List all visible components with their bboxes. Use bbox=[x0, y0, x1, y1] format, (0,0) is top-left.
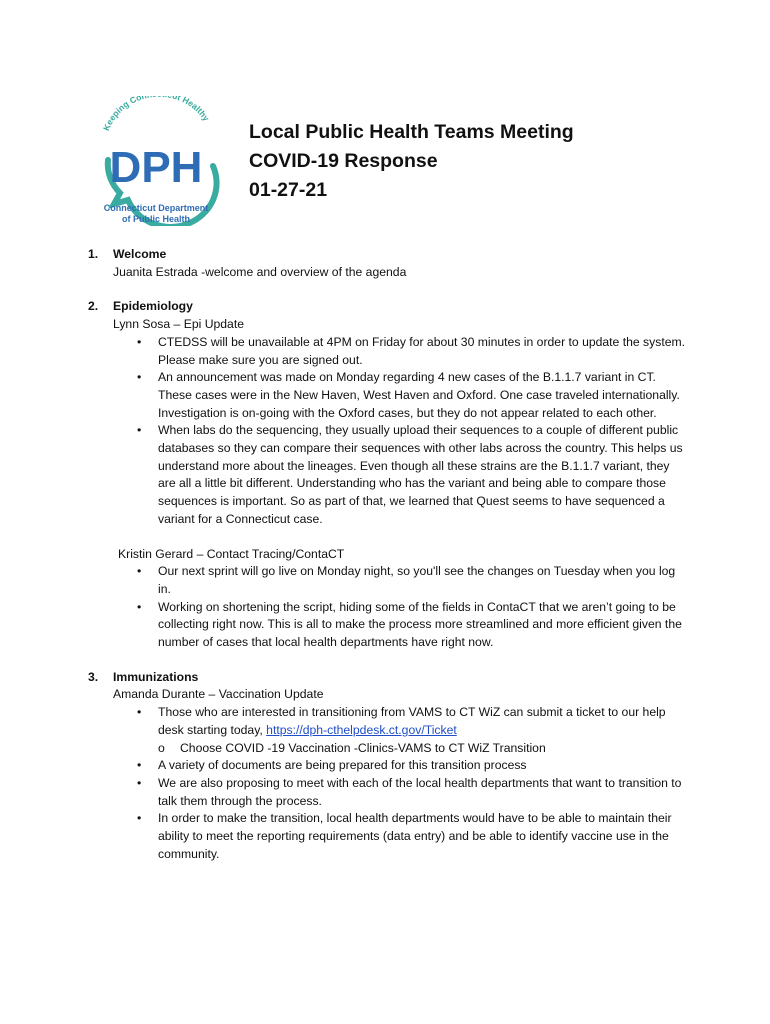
list-item: • In order to make the transition, local health departments would have to be able to maintain their ability to meet the reporting requirements (data entry) and be able to identify vaccine use in the community. bbox=[137, 811, 672, 861]
logo-org-line1: Connecticut Department bbox=[103, 203, 209, 213]
hollow-bullet-icon: o bbox=[158, 740, 165, 755]
meeting-date: 01-27-21 bbox=[249, 179, 328, 201]
bullet-icon: • bbox=[137, 811, 142, 826]
section-contact-tracing bbox=[88, 546, 688, 652]
list-item: • We are also proposing to meet with each of the local health departments that want to transition to talk them through the process. bbox=[137, 775, 682, 808]
list-item: • CTEDSS will be unavailable at 4PM on Friday for about 30 minutes in order to update the system. Please make sure you are signed out. bbox=[137, 334, 686, 367]
list-item: • An announcement was made on Monday regarding 4 new cases of the B.1.1.7 variant in CT. These cases were in the New Haven, West Haven and Oxford. One case traveled internationally. Investigation is on-going with the Oxford cases, but they do not appear related to each other. bbox=[137, 370, 680, 420]
list-item: • When labs do the sequencing, they usually upload their sequences to a couple of different public databases so they can compare their sequences with other labs across the country. This helps us understand more about the lineages. Even though all these strains are the B.1.1.7 variant, they are all a little bit different. Understanding who has the variant and being able to compare those sequences is important. So as part of that, we learned that Quest seems to have sequenced a variant for a Connecticut case. bbox=[137, 423, 683, 526]
dph-logo-graphic bbox=[92, 96, 220, 226]
meeting-title: Local Public Health Teams Meeting bbox=[249, 121, 574, 143]
section-number: 1. bbox=[88, 247, 99, 261]
dph-logo bbox=[92, 96, 220, 226]
sub-bullet-list bbox=[158, 740, 688, 758]
section-immunizations bbox=[88, 669, 688, 864]
bullet-icon: • bbox=[137, 599, 142, 614]
bullet-icon: • bbox=[137, 705, 142, 720]
meeting-title-block bbox=[249, 118, 574, 205]
helpdesk-ticket-link[interactable]: https://dph-cthelpdesk.ct.gov/Ticket bbox=[266, 722, 457, 737]
speaker-epi: Lynn Sosa – Epi Update bbox=[113, 317, 244, 332]
list-item: • Working on shortening the script, hiding some of the fields in ContaCT that we aren’t going to be collecting right now. This is all to make the process more streamlined and more efficient given the number of cases that local health departments have right now. bbox=[137, 599, 682, 650]
section-title: Epidemiology bbox=[113, 299, 193, 314]
section-number: 2. bbox=[88, 299, 99, 314]
bullet-icon: • bbox=[137, 758, 142, 773]
section-title: Welcome bbox=[113, 247, 167, 261]
section-title: Immunizations bbox=[113, 669, 199, 684]
bullet-icon: • bbox=[137, 370, 142, 385]
meeting-subtitle: COVID-19 Response bbox=[249, 150, 438, 172]
list-item: • Our next sprint will go live on Monday night, so you'll see the changes on Tuesday when you log in. bbox=[137, 564, 676, 596]
logo-mark: DPH bbox=[109, 143, 203, 192]
bullet-icon: • bbox=[137, 423, 142, 438]
list-item: • Those who are interested in transitioning from VAMS to CT WiZ can submit a ticket to our help desk starting today, https://dph-cthelpdesk.ct.gov/Ticket o Choose COVID -19 Vaccination -Clinics-VAMS to CT WiZ Transition bbox=[113, 704, 688, 757]
speaker-contact-tracing: Kristin Gerard – Contact Tracing/ContaCT bbox=[118, 546, 345, 561]
bullet-icon: • bbox=[137, 775, 142, 790]
welcome-text: Juanita Estrada -welcome and overview of the agenda bbox=[113, 264, 407, 279]
logo-arc-text: Keeping Co t Healthy bbox=[101, 96, 212, 133]
epi-bullet-list bbox=[113, 334, 688, 529]
speaker-immunizations: Amanda Durante – Vaccination Update bbox=[113, 687, 324, 702]
section-epidemiology bbox=[88, 298, 688, 528]
agenda-content bbox=[88, 246, 688, 864]
section-number: 3. bbox=[88, 669, 99, 684]
contact-tracing-bullet-list bbox=[113, 563, 688, 652]
section-welcome bbox=[88, 246, 688, 281]
bullet-icon: • bbox=[137, 564, 142, 579]
immunizations-bullet-list bbox=[113, 704, 688, 863]
bullet-icon: • bbox=[137, 334, 142, 349]
list-item: • A variety of documents are being prepared for this transition process bbox=[113, 757, 688, 775]
sub-list-item: o Choose COVID -19 Vaccination -Clinics-VAMS to CT WiZ Transition bbox=[158, 740, 688, 758]
logo-org-line2: of Public Health bbox=[121, 214, 191, 224]
